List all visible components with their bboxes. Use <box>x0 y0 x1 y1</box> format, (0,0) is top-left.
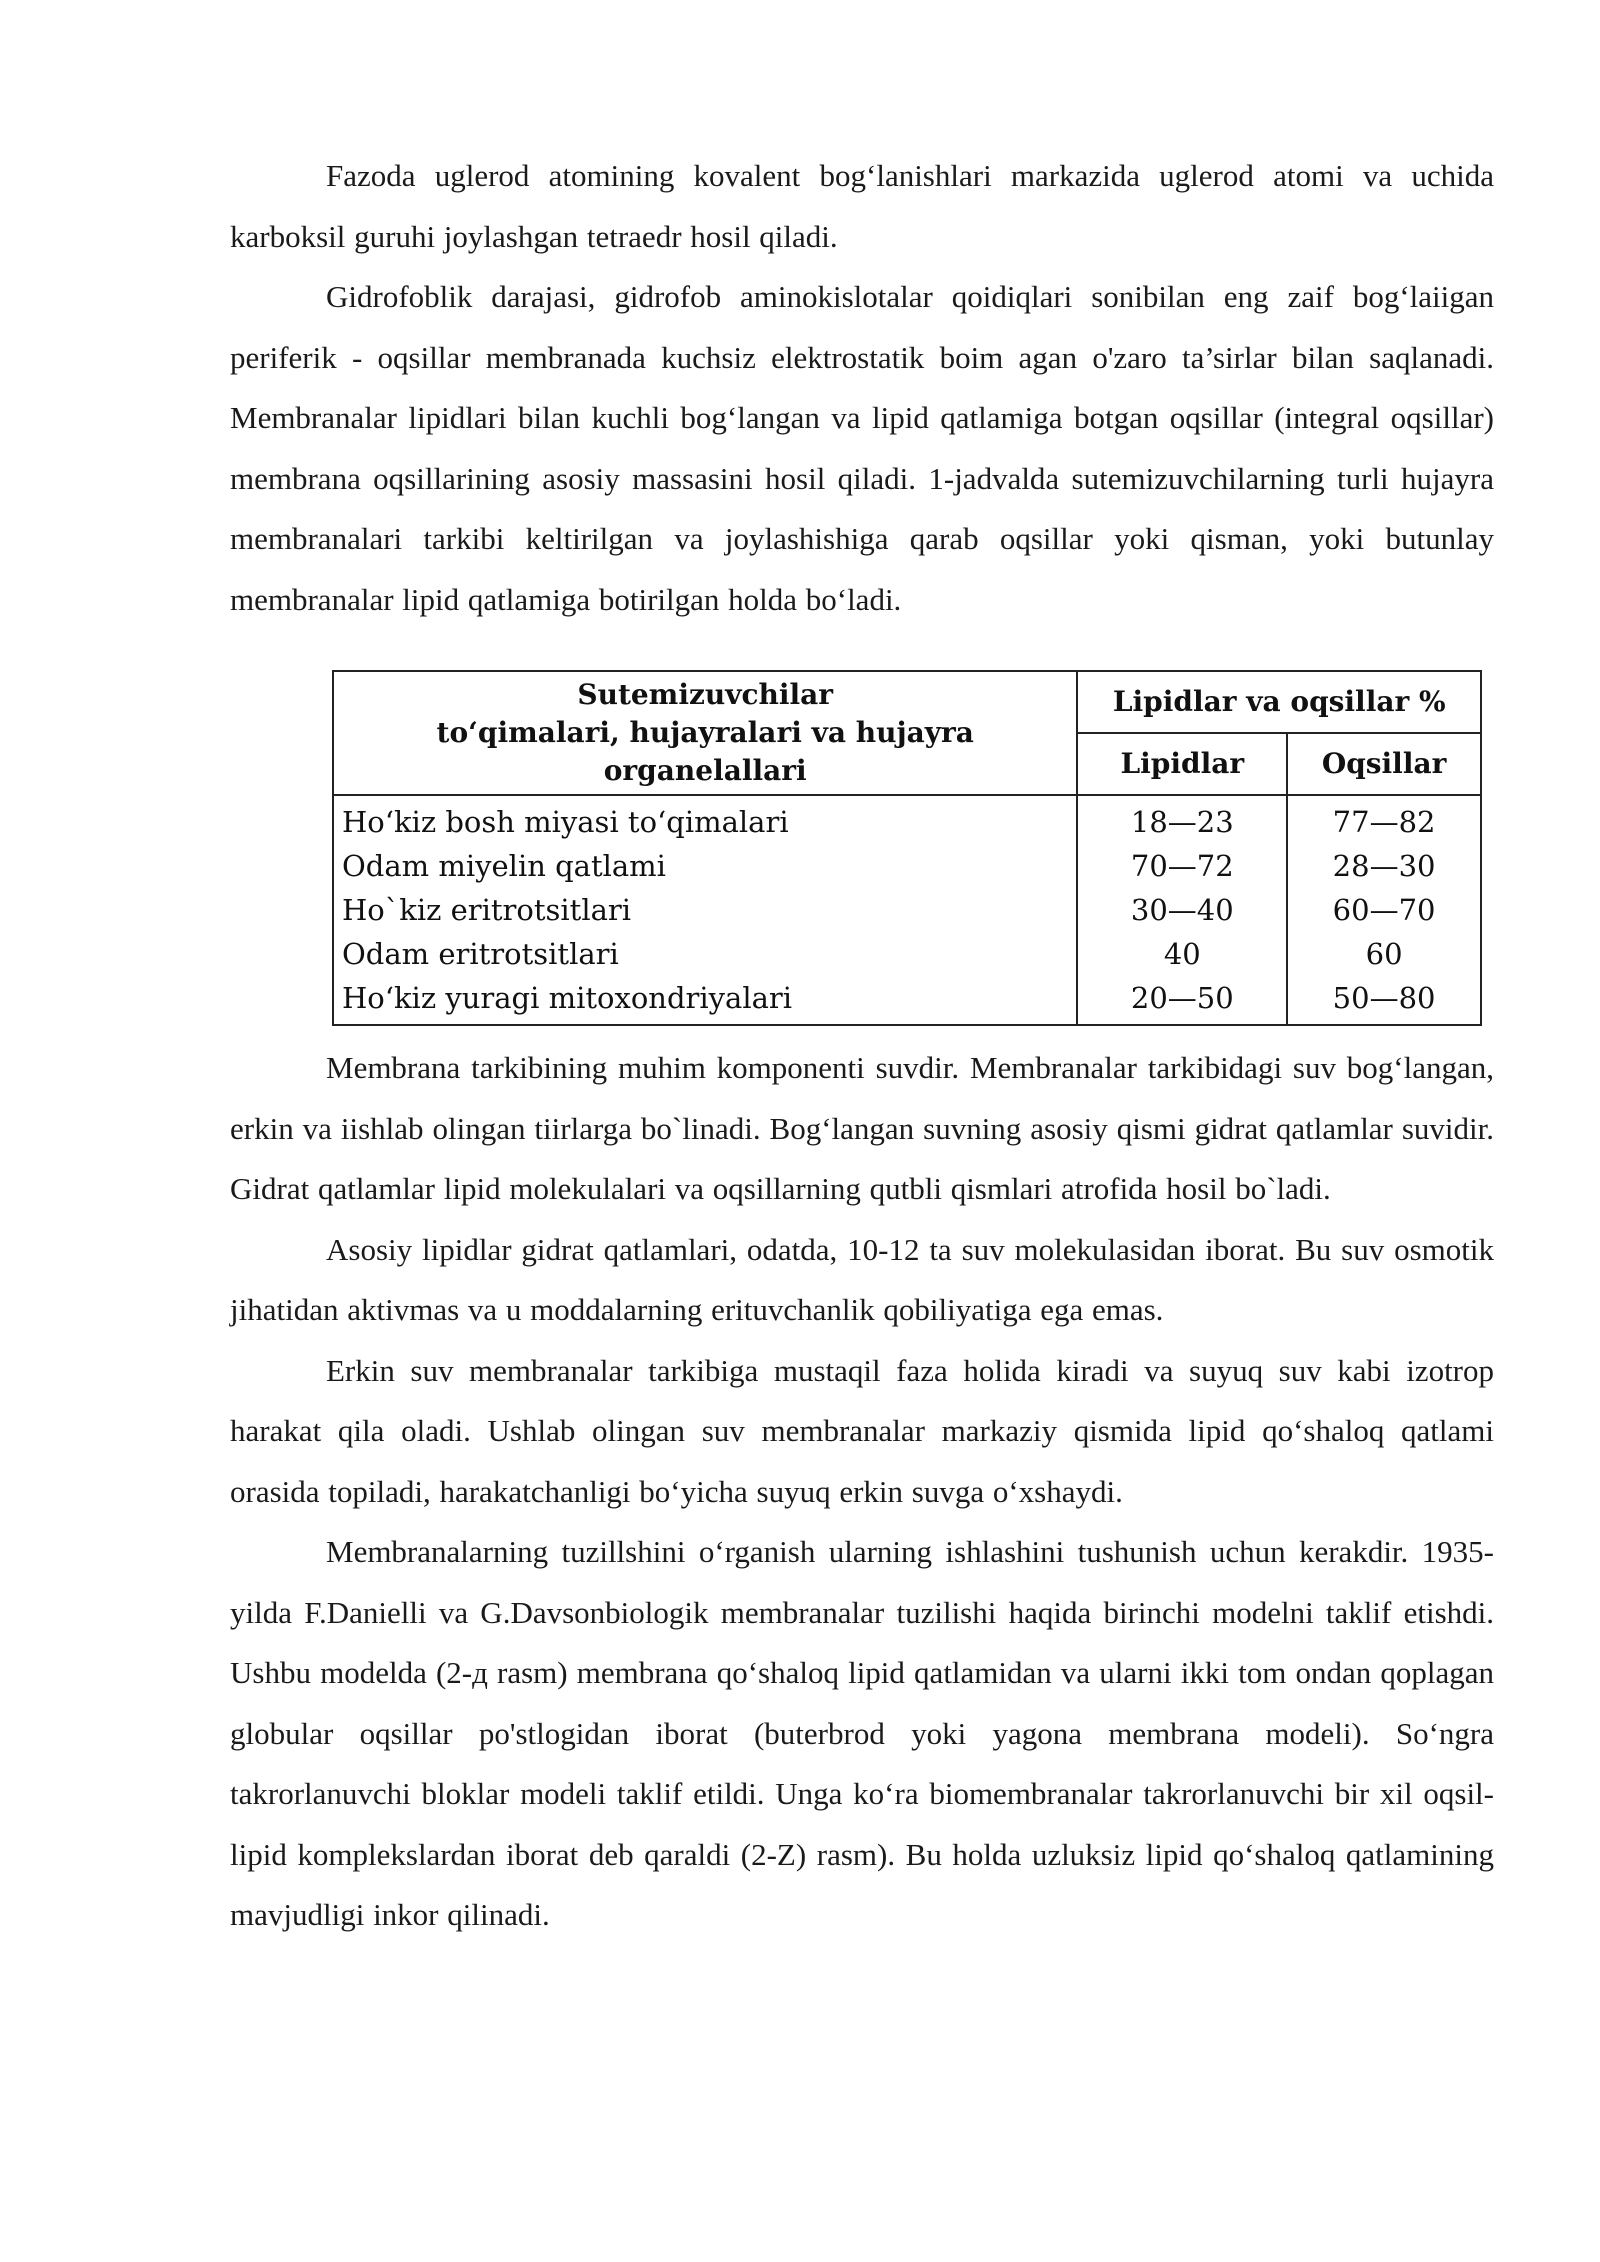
lipid-protein-table <box>332 670 1482 1026</box>
row-proteins: 28—30 <box>1287 844 1481 888</box>
table-row <box>333 888 1481 932</box>
paragraph: Membranalarning tuzillshini o‘rganish ularning ishlashini tushunish uchun kerakdir. 1935-yilda F.Danielli va G.Davsonbiologik membranalar tuzilishi haqida birinchi modelni taklif etishdi. Ushbu modelda (2-д rasm) membrana qo‘shaloq lipid qatlamidan va ularni ikki tom ondan qoplagan globular oqsillar po'stlogidan iborat (buterbrod yoki yagona membrana modeli). So‘ngra takrorlanuvchi bloklar modeli taklif etildi. Unga ko‘ra biomembranalar takrorlanuvchi bir xil oqsil-lipid komplekslardan iborat deb qaraldi (2-Z) rasm). Bu holda uzluksiz lipid qo‘shaloq qatlamining mavjudligi inkor qilinadi. <box>230 1534 1494 1932</box>
row-proteins: 50—80 <box>1287 976 1481 1025</box>
header-tissues-line2: to‘qimalari, hujayralari va hujayra organelallari <box>436 716 974 787</box>
row-lipids: 30—40 <box>1077 888 1287 932</box>
header-proteins: Oqsillar <box>1287 733 1481 795</box>
row-proteins: 77—82 <box>1287 795 1481 844</box>
paragraph: Fazoda uglerod atomining kovalent bog‘lanishlari markazida uglerod atomi va uchida karboksil guruhi joylashgan tetraedr hosil qiladi. <box>230 158 1494 254</box>
lipid-protein-table-container <box>332 670 1482 1026</box>
row-name: Ho‘kiz bosh miyasi to‘qimalari <box>333 795 1077 844</box>
row-name: Ho‘kiz yuragi mitoxondriyalari <box>333 976 1077 1025</box>
row-name: Odam eritrotsitlari <box>333 932 1077 976</box>
header-lipids: Lipidlar <box>1077 733 1287 795</box>
header-tissues <box>333 671 1077 795</box>
row-lipids: 40 <box>1077 932 1287 976</box>
header-group-percent: Lipidlar va oqsillar % <box>1077 671 1481 733</box>
row-proteins: 60—70 <box>1287 888 1481 932</box>
table-row <box>333 795 1481 844</box>
table-row <box>333 976 1481 1025</box>
paragraph: Erkin suv membranalar tarkibiga mustaqil faza holida kiradi va suyuq suv kabi izotrop harakat qila oladi. Ushlab olingan suv membranalar markaziy qismida lipid qo‘shaloq qatlami orasida topiladi, harakatchanligi bo‘yicha suyuq erkin suvga o‘xshaydi. <box>230 1352 1494 1509</box>
row-lipids: 20—50 <box>1077 976 1287 1025</box>
paragraph: Gidrofoblik darajasi, gidrofob aminokislotalar qoidiqlari sonibilan eng zaif bog‘laiigan periferik - oqsillar membranada kuchsiz elektrostatik boim agan o'zaro ta’sirlar bilan saqlanadi. Membranalar lipidlari bilan kuchli bog‘langan va lipid qatlamiga botgan oqsillar (integral oqsillar) membrana oqsillarining asosiy massasini hosil qiladi. 1-jadvalda sutemizuvchilarning turli hujayra membranalari tarkibi keltirilgan va joylashishiga qarab oqsillar yoki qisman, yoki butunlay membranalar lipid qatlamiga botirilgan holda bo‘ladi. <box>230 279 1494 617</box>
paragraph: Membrana tarkibining muhim komponenti suvdir. Membranalar tarkibidagi suv bog‘langan, erkin va iishlab olingan tiirlarga bo`linadi. Bog‘langan suvning asosiy qismi gidrat qatlamlar suvidir. Gidrat qatlamlar lipid molekulalari va oqsillarning qutbli qismlari atrofida hosil bo`ladi. <box>230 1050 1494 1206</box>
table-row <box>333 844 1481 888</box>
row-lipids: 70—72 <box>1077 844 1287 888</box>
header-tissues-line1: Sutemizuvchilar <box>577 678 834 711</box>
row-proteins: 60 <box>1287 932 1481 976</box>
paragraph: Asosiy lipidlar gidrat qatlamlari, odatda, 10-12 ta suv molekulasidan iborat. Bu suv osmotik jihatidan aktivmas va u moddalarning erituvchanlik qobiliyatiga ega emas. <box>230 1231 1494 1327</box>
row-lipids: 18—23 <box>1077 795 1287 844</box>
row-name: Odam miyelin qatlami <box>333 844 1077 888</box>
row-name: Ho`kiz eritrotsitlari <box>333 888 1077 932</box>
document-page <box>230 146 1494 1946</box>
table-row <box>333 932 1481 976</box>
